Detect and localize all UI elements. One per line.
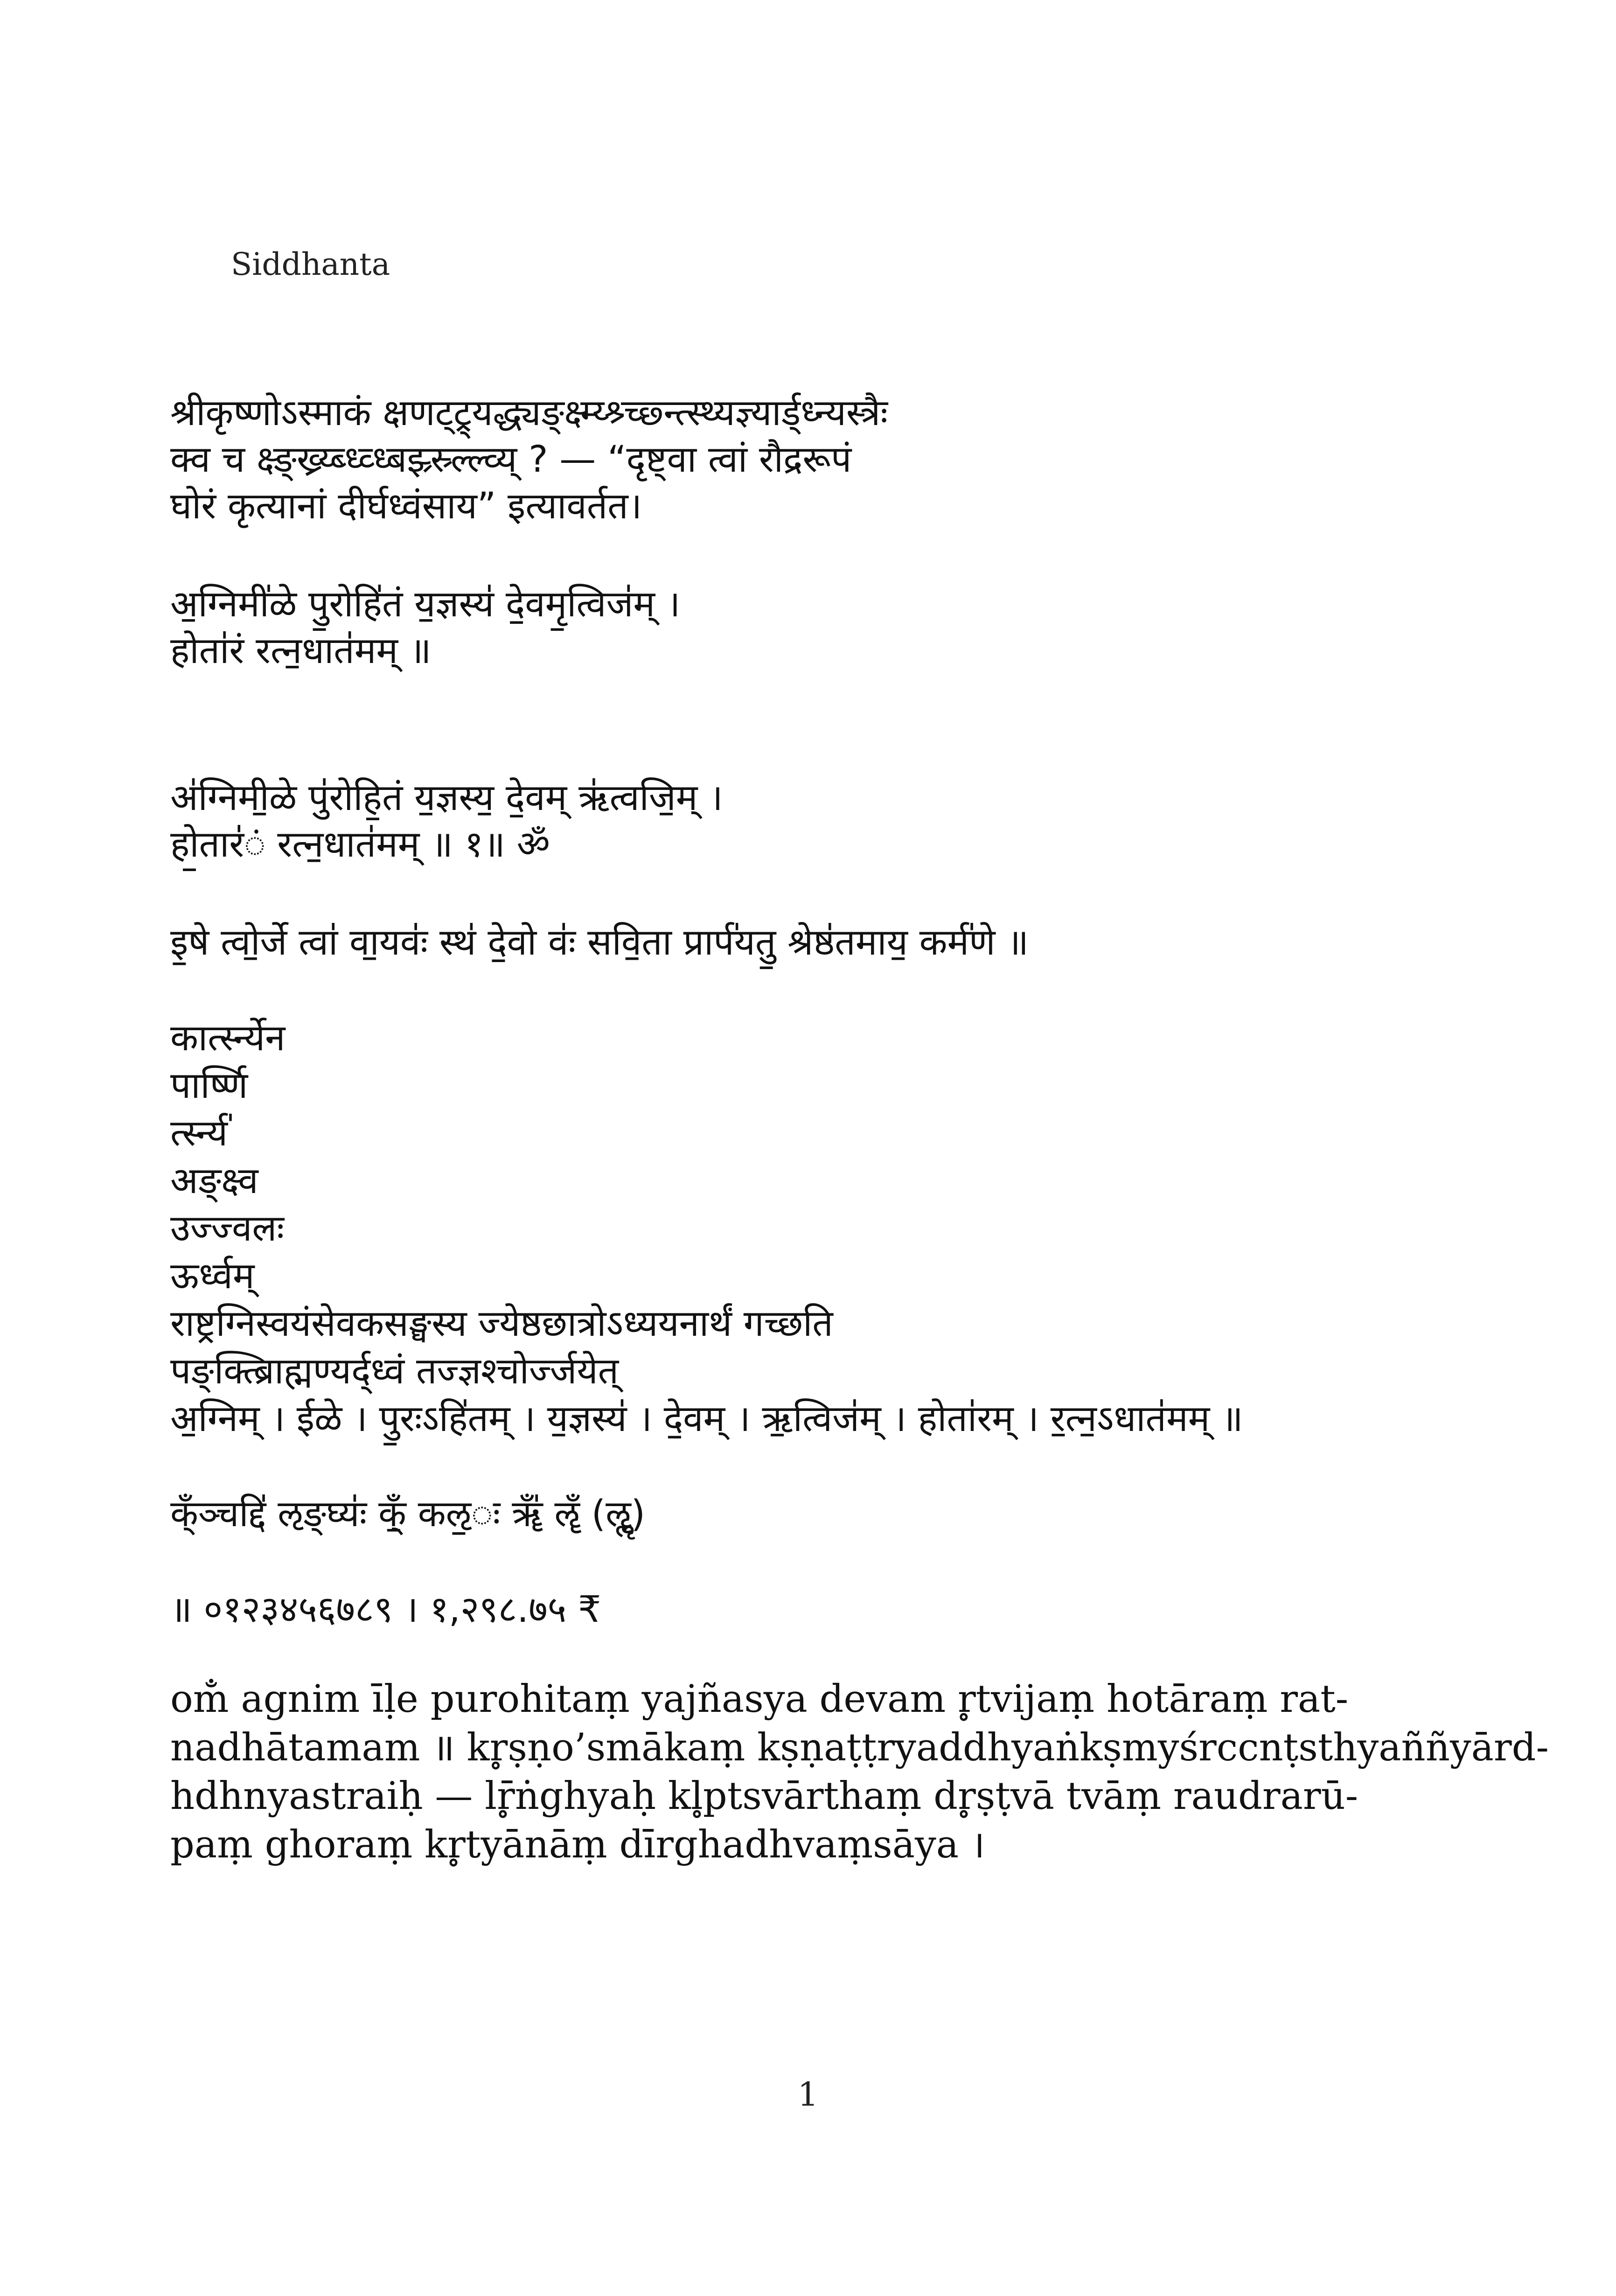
special-characters-line: क्ँञ्चद्दि॑ ऌङ्घ्यः॑ क्ँ॒ कऌ॒ः ॠँ॑ ॡँ (ॡॢ): [170, 1493, 646, 1535]
list-item: पार्ष्णि: [170, 1065, 248, 1107]
text-line: paṃ ghoraṃ kr̥tyānāṃ dīrghadhvaṃsāya ।: [170, 1823, 985, 1867]
list-item: कार्त्स्न्येन: [170, 1017, 286, 1059]
list-item: र्त्स्न्य॑: [170, 1112, 228, 1154]
list-item: अङ्क्ष्व: [170, 1160, 258, 1202]
text-line: अ॒ग्निमी॑ळे पु॒रोहि॑तं य॒ज्ञस्य॑ दे॒वमृ॒त्विज॑म् ।: [170, 583, 681, 625]
text-line: अ॑ग्निमी॒ळे पु॑रोहि॒तं य॒ज्ञस्य॒ दे॒वम् ऋ॑त्वजि॒म् ।: [170, 777, 723, 819]
text-line: इ॒षे त्वो॒र्जे त्वा॑ वा॒यवः॑ स्थ॑ दे॒वो वः॑ सवि॒ता प्रार्प॑यतु॒ श्रेष्ठ॑तमाय॒ कर्म॑णे ॥: [170, 921, 1029, 963]
list-item: राष्ट्रग्निस्वयंसेवकसङ्घस्य ज्येष्ठछात्रोऽध्ययनार्थं गच्छति: [170, 1303, 833, 1345]
list-item: अ॒ग्निम् । ईळे । पु॒रःऽहि॑तम् । य॒ज्ञस्य॑ । दे॒वम् । ऋ॒त्विज॑म् । होता॑रम् । र॒त्न॒ऽधात॑मम् ॥: [170, 1398, 1243, 1440]
text-line: hdhnyastraiḥ — lr̥̄ṅghyaḥ kl̥ptsvārthaṃ dr̥ṣṭvā tvāṃ raudrarū-: [170, 1774, 1358, 1818]
verse-rigveda-accented: [170, 581, 1463, 674]
conjunct-word-list: [170, 1015, 1463, 1443]
text-line: घोरं कृत्यानां दीर्घध्वंसाय” इत्यावर्तत।: [170, 485, 642, 527]
page-header: Siddhanta: [231, 246, 390, 282]
list-item: पङ्क्त्ब्रिाह्मण्यर्द्ध्वं तज्ज्ञश्चोर्ज्जयेत्: [170, 1350, 619, 1392]
verse-yajurveda: [170, 919, 1463, 966]
transliteration-paragraph: [170, 1675, 1570, 1869]
paragraph-sanskrit-intro: [170, 390, 1463, 530]
text-line: क्व च क्ष्ङ्ख्र्य्ब्ध्व्ध्बझ्र्स्र्ल्ल्व्य् ? — “दृष्ट्वा त्वां रौद्ररूपं: [170, 439, 852, 481]
text-line: होता॑रं रत्न॒धात॑मम् ॥: [170, 630, 432, 672]
text-line: nadhātamam ॥ kr̥ṣṇo’smākaṃ kṣṇaṭṭryaddhyaṅkṣmyśrccnṭsthyaññyārd-: [170, 1726, 1549, 1770]
verse-rigveda-alt-accents: [170, 775, 1463, 868]
list-item: उज्ज्वलः: [170, 1207, 284, 1249]
list-item: ऊर्ध्वम्: [170, 1255, 255, 1297]
numerals-line: ॥ ०१२३४५६७८९ । १,२९८.७५ ₹: [170, 1589, 601, 1631]
text-line: om̐ agnim īḷe purohitaṃ yajñasya devam r̥tvijaṃ hotāraṃ rat-: [170, 1677, 1349, 1721]
text-line: हो॒तार॑ं रत्न॒धात॑मम् ॥ १॥ ॐ: [170, 823, 550, 865]
page-number: 1: [797, 2075, 819, 2114]
text-line: श्रीकृष्णोऽस्माकं क्षणट्ट्र्यद्ध्यङ्क्ष्म्य्श्र्च्छ्न्त्स्थ्यज्ञ्यार्ड्ध्न्यस्त्रैः: [170, 392, 888, 434]
